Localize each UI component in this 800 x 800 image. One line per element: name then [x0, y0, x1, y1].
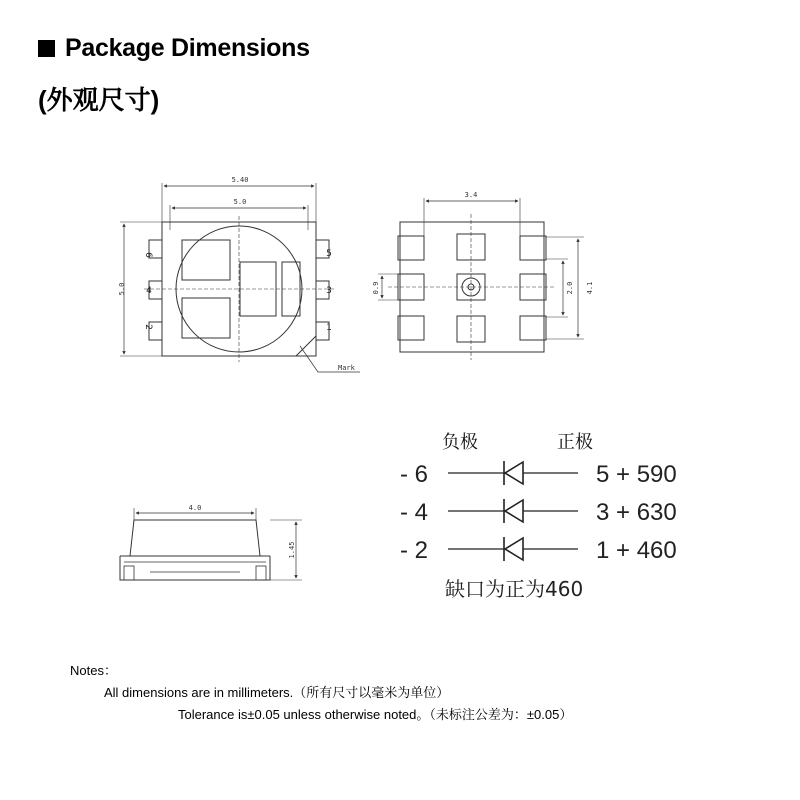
side-base — [120, 556, 270, 580]
cathode-label-1: - 6 — [400, 461, 429, 488]
positive-label: 正极 — [557, 432, 593, 453]
pin-label-5: 5 — [326, 249, 332, 259]
top-view — [120, 183, 360, 372]
page-subtitle: (外观尺寸) — [38, 85, 160, 115]
dim-inner-width: 5.0 — [233, 198, 247, 206]
notes-tolerance: Tolerance is±0.05 unless otherwise noted。（未标注公差为：±0.05） — [178, 707, 573, 722]
mark-label: Mark — [338, 364, 355, 372]
dim-pad-width: 3.4 — [464, 191, 478, 199]
polarity-diagram — [400, 431, 677, 601]
pad-left-top — [398, 236, 424, 260]
pin-label-1: 1 — [326, 323, 332, 333]
side-view — [120, 508, 302, 580]
pin-label-4: 4 — [146, 286, 152, 296]
dim-outer-height: 4.1 — [586, 281, 594, 295]
pad-left-bottom — [398, 316, 424, 340]
cathode-label-3: - 2 — [400, 537, 429, 564]
side-lead-right — [256, 566, 266, 580]
corner-notch — [296, 336, 316, 356]
negative-label: 负极 — [442, 432, 478, 453]
pin-label-3: 3 — [326, 286, 332, 296]
dim-outer-width: 5.40 — [231, 176, 249, 184]
notch-note: 缺口为正为460 — [445, 577, 584, 601]
diode-symbol-3 — [505, 538, 523, 560]
side-lead-left — [124, 566, 134, 580]
pad-right-top — [520, 236, 546, 260]
bottom-view — [378, 198, 584, 360]
title-text: Package Dimensions — [65, 34, 310, 62]
dim-body-height: 5.0 — [118, 282, 126, 296]
diode-symbol-2 — [505, 500, 523, 522]
dim-side-height: 1.45 — [288, 541, 296, 559]
notes-units: All dimensions are in millimeters.（所有尺寸以毫米为单位） — [104, 685, 450, 700]
pin-label-6: 6 — [143, 252, 153, 258]
polarity-row-2 — [400, 499, 677, 526]
anode-label-1: 5 + 590 — [596, 461, 677, 488]
cathode-label-2: - 4 — [400, 499, 429, 526]
dim-center-pad: 0.9 — [372, 281, 380, 295]
dim-inner-height: 2.0 — [566, 281, 574, 295]
pad-right-bottom — [520, 316, 546, 340]
polarity-row-3 — [400, 537, 677, 564]
diode-symbol-1 — [505, 462, 523, 484]
dim-side-width: 4.0 — [188, 504, 202, 512]
anode-label-3: 1 + 460 — [596, 537, 677, 564]
notes-label: Notes： — [70, 663, 117, 678]
pin-label-2: 2 — [143, 324, 153, 330]
polarity-row-1 — [400, 461, 677, 488]
die-pad-left — [182, 240, 230, 280]
anode-label-2: 3 + 630 — [596, 499, 677, 526]
die-pad-left-lower — [182, 298, 230, 338]
side-lens — [130, 520, 260, 556]
